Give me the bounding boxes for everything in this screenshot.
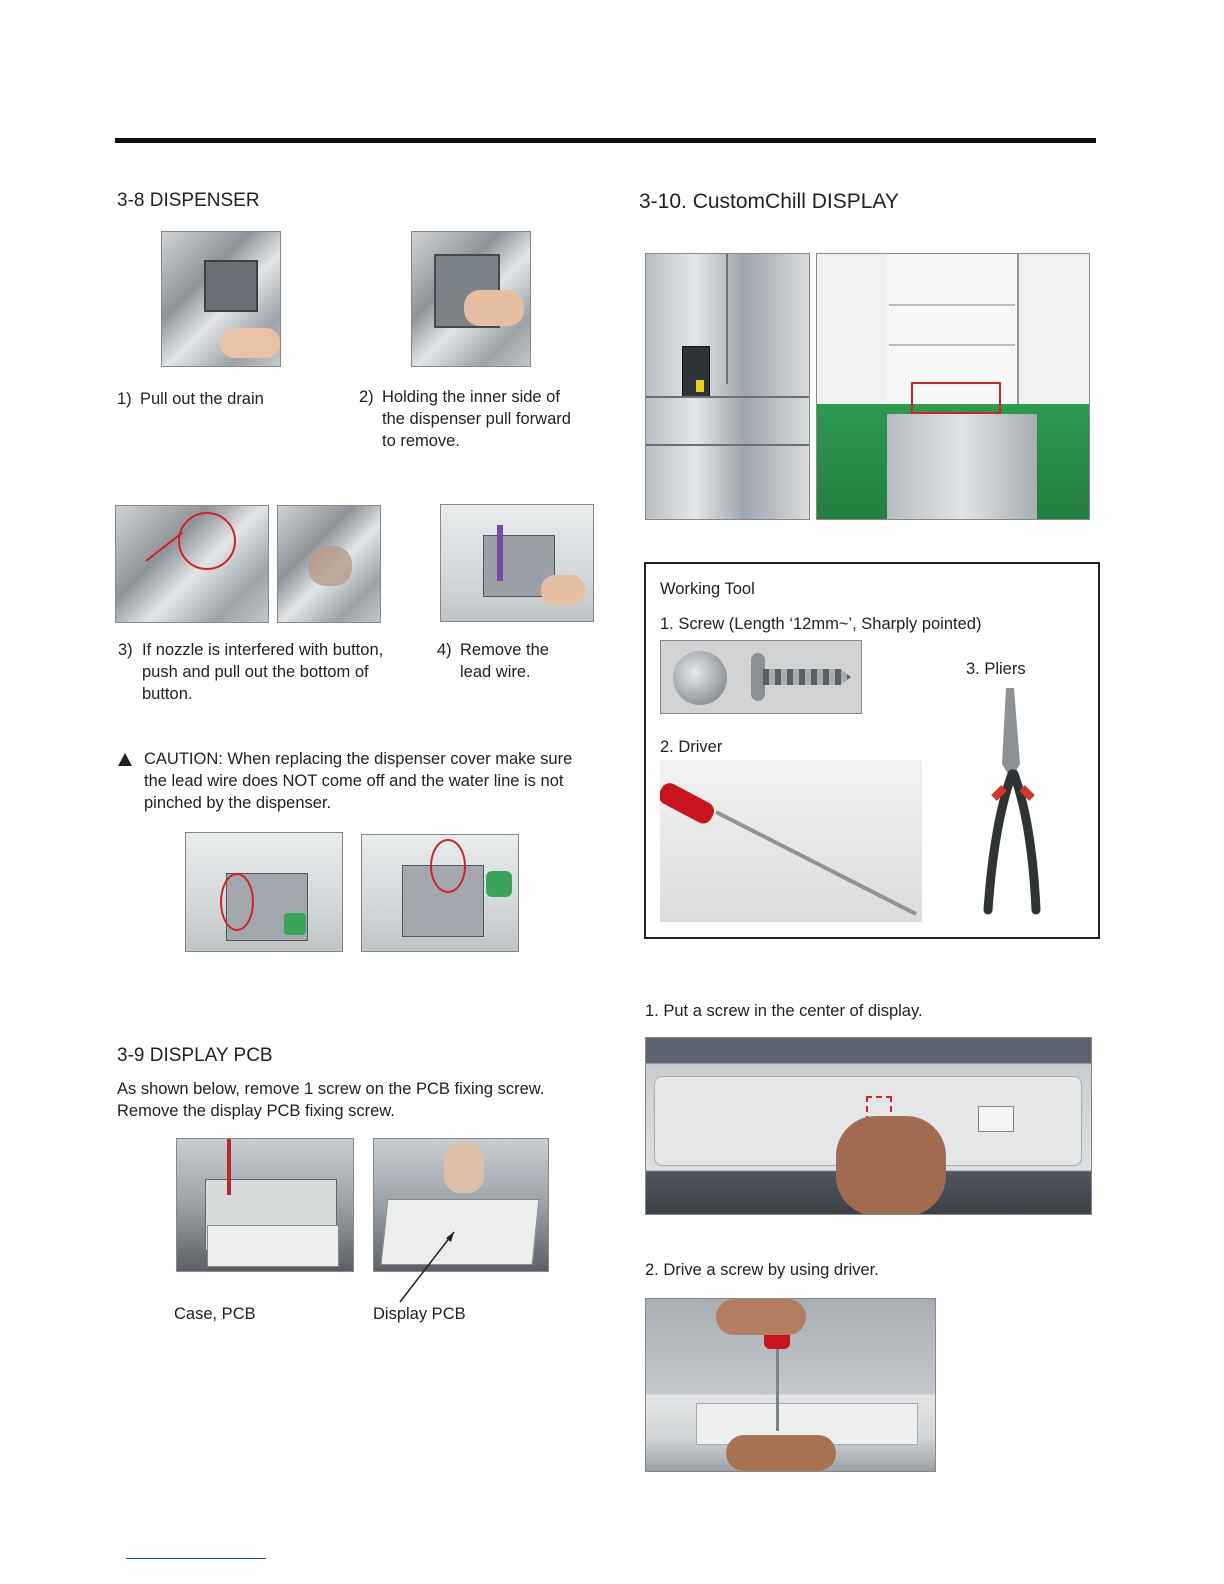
warning-triangle-icon [118, 753, 132, 766]
photo-driving-screw [645, 1298, 936, 1472]
photo-fridge-closed [645, 253, 810, 520]
pointer-line-display-pcb [396, 1226, 466, 1306]
step-1-text: Pull out the drain [140, 390, 264, 408]
photo-driver [660, 760, 922, 922]
step-2-number: 2) [359, 388, 374, 406]
photo-lead-wire [440, 504, 594, 622]
photo-fridge-open [816, 253, 1090, 520]
section-3-9-heading: 3-9 DISPLAY PCB [117, 1045, 273, 1066]
step-drive-screw: 2. Drive a screw by using driver. [645, 1261, 879, 1279]
photo-case-pcb [176, 1138, 354, 1272]
footer-rule [126, 1558, 266, 1559]
step-4-number: 4) [437, 641, 452, 659]
caution-text: CAUTION: When replacing the dispenser cover make sure the lead wire does NOT come off and the water line is not pinched by the dispenser. [144, 750, 573, 812]
working-tool-title: Working Tool [660, 580, 755, 598]
step-2 [359, 386, 589, 456]
highlight-box [911, 382, 1001, 414]
photo-caution-left [185, 832, 343, 952]
tool-driver-label: 2. Driver [660, 738, 723, 756]
driver-drawing [660, 760, 922, 922]
section-3-9-line-1: As shown below, remove 1 screw on the PCB fixing screw. [117, 1080, 545, 1098]
step-put-screw: 1. Put a screw in the center of display. [645, 1002, 923, 1020]
step-1-number: 1) [117, 390, 132, 408]
working-tool-box [644, 562, 1100, 939]
photo-nozzle-button [115, 505, 269, 623]
tool-screw-label: 1. Screw (Length ‘12mm~’, Sharply pointed) [660, 615, 982, 633]
section-3-8-heading: 3-8 DISPENSER [117, 190, 260, 211]
photo-caution-right [361, 834, 519, 952]
section-3-10-heading: 3-10. CustomChill DISPLAY [639, 190, 899, 213]
step-4-text: Remove the lead wire. [460, 641, 549, 681]
tool-pliers-label: 3. Pliers [966, 660, 1026, 678]
step-4 [437, 639, 587, 689]
photo-dispenser-pull [411, 231, 531, 367]
pliers-drawing [974, 684, 1054, 916]
label-display-pcb: Display PCB [373, 1305, 466, 1323]
label-case-pcb: Case, PCB [174, 1305, 256, 1323]
photo-drain [161, 231, 281, 367]
photo-display-screw [645, 1037, 1092, 1215]
photo-button-removal [277, 505, 381, 623]
caution-note [118, 748, 593, 818]
photo-screw [660, 640, 862, 714]
step-3-text: If nozzle is interfered with button, push and pull out the bottom of button. [142, 641, 384, 703]
step-2-text: Holding the inner side of the dispenser pull forward to remove. [382, 388, 571, 450]
top-rule [115, 138, 1096, 143]
step-3 [118, 639, 418, 709]
step-3-number: 3) [118, 641, 133, 659]
section-3-9-line-2: Remove the display PCB fixing screw. [117, 1102, 395, 1120]
